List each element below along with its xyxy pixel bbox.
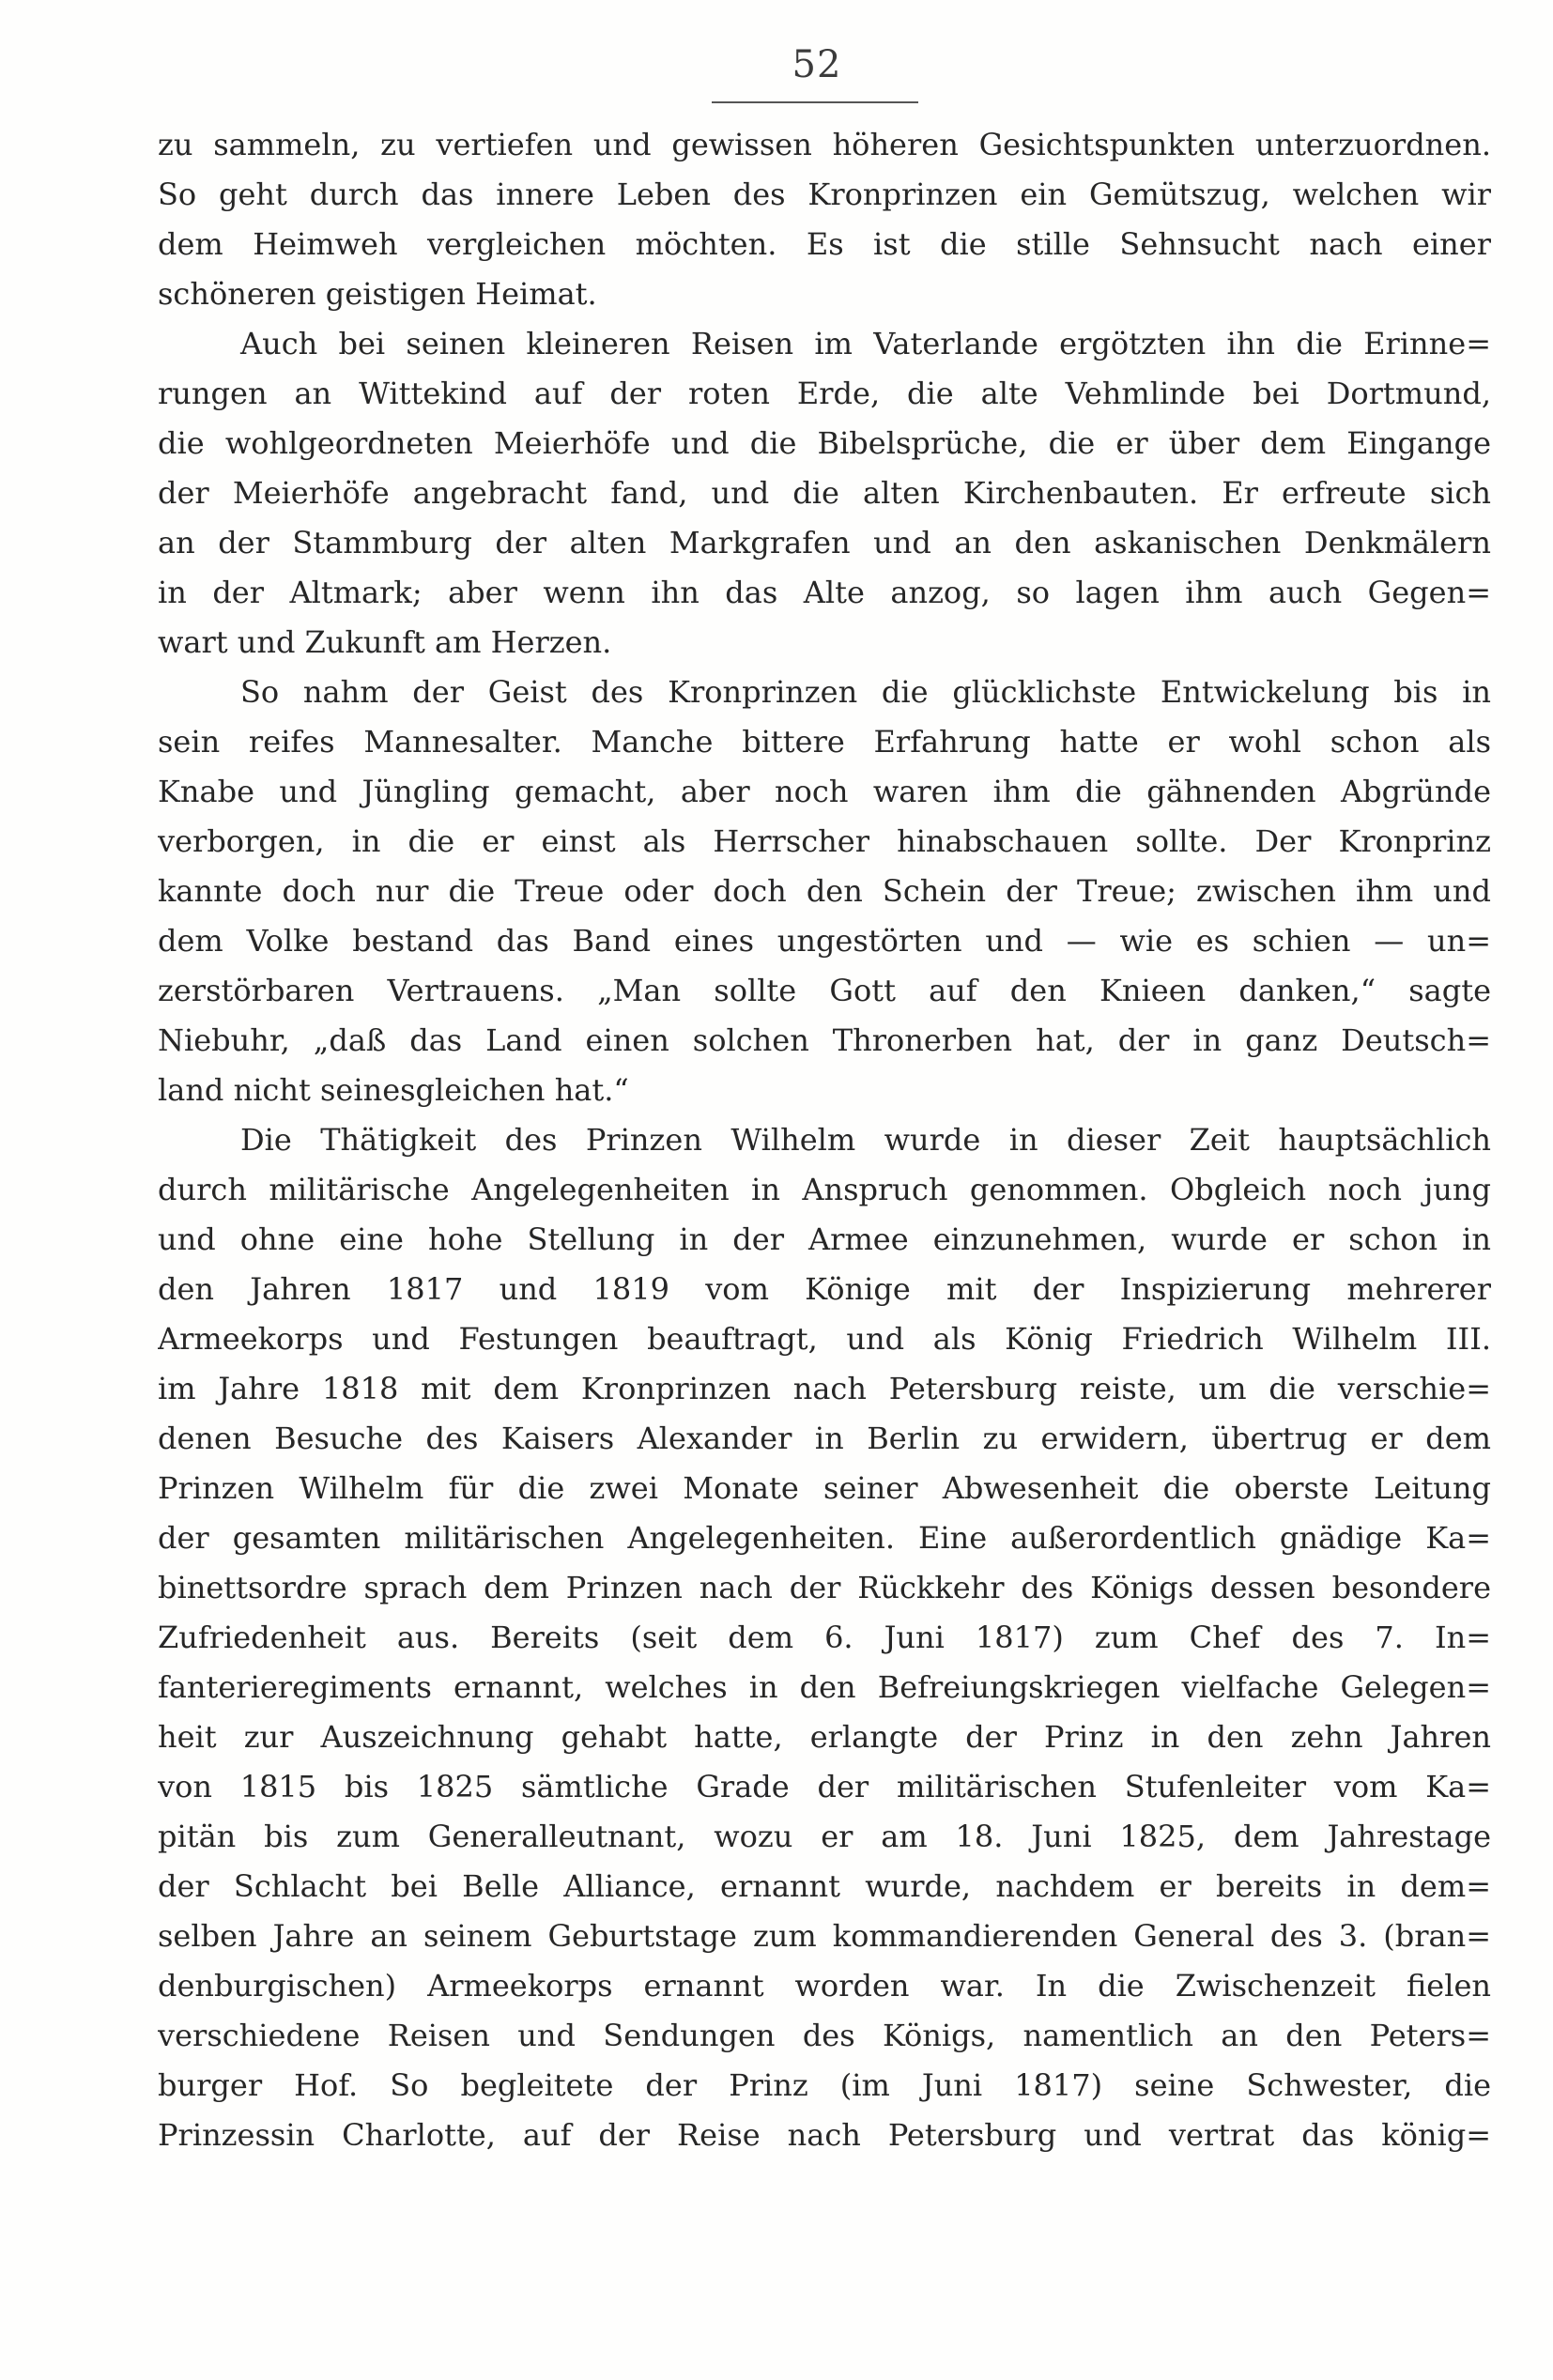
text-line: kannte doch nur die Treue oder doch den Schein der Treue; zwischen ihm und	[158, 873, 1491, 909]
text-line: binettsordre sprach dem Prinzen nach der Rückkehr des Königs dessen besondere	[158, 1570, 1491, 1605]
text-line: Armeekorps und Festungen beauftragt, und als König Friedrich Wilhelm III.	[158, 1321, 1491, 1357]
text-line: selben Jahre an seinem Geburtstage zum kommandierenden General des 3. (bran=	[158, 1918, 1491, 1954]
text-line: pitän bis zum Generalleutnant, wozu er am 18. Juni 1825, dem Jahrestage	[158, 1819, 1491, 1854]
text-line: der Schlacht bei Belle Alliance, ernannt wurde, nachdem er bereits in dem=	[158, 1868, 1491, 1904]
text-line: verschiedene Reisen und Sendungen des Königs, namentlich an den Peters=	[158, 2018, 1491, 2053]
text-line: Auch bei seinen kleineren Reisen im Vaterlande ergötzten ihn die Erinne=	[240, 326, 1491, 361]
text-line: von 1815 bis 1825 sämtliche Grade der militärischen Stufenleiter vom Ka=	[158, 1769, 1491, 1804]
page-number: 52	[792, 43, 842, 86]
text-line: den Jahren 1817 und 1819 vom Könige mit der Inspizierung mehrerer	[158, 1271, 1491, 1307]
text-line: Die Thätigkeit des Prinzen Wilhelm wurde in dieser Zeit hauptsächlich	[240, 1122, 1491, 1158]
text-line: dem Heimweh vergleichen möchten. Es ist die stille Sehnsucht nach einer	[158, 226, 1491, 262]
text-line: die wohlgeordneten Meierhöfe und die Bibelsprüche, die er über dem Eingange	[158, 425, 1491, 461]
page-number-rule	[712, 101, 918, 103]
text-line: denen Besuche des Kaisers Alexander in Berlin zu erwidern, übertrug er dem	[158, 1420, 1491, 1456]
text-line: wart und Zukunft am Herzen.	[158, 624, 612, 660]
text-line: land nicht seinesgleichen hat.“	[158, 1072, 629, 1108]
text-line: Prinzen Wilhelm für die zwei Monate seiner Abwesenheit die oberste Leitung	[158, 1470, 1491, 1506]
text-line: im Jahre 1818 mit dem Kronprinzen nach Petersburg reiste, um die verschie=	[158, 1371, 1491, 1406]
text-line: Niebuhr, „daß das Land einen solchen Thronerben hat, der in ganz Deutsch=	[158, 1022, 1491, 1058]
text-line: Knabe und Jüngling gemacht, aber noch waren ihm die gähnenden Abgründe	[158, 774, 1491, 809]
text-line: an der Stammburg der alten Markgrafen und an den askanischen Denkmälern	[158, 525, 1491, 560]
text-line: heit zur Auszeichnung gehabt hatte, erlangte der Prinz in den zehn Jahren	[158, 1719, 1491, 1755]
text-line: Zufriedenheit aus. Bereits (seit dem 6. Juni 1817) zum Chef des 7. In=	[158, 1620, 1491, 1655]
text-line: dem Volke bestand das Band eines ungestörten und — wie es schien — un=	[158, 923, 1491, 959]
text-line: verborgen, in die er einst als Herrscher hinabschauen sollte. Der Kronprinz	[158, 823, 1491, 859]
body-text	[158, 120, 1491, 2160]
text-line: zerstörbaren Vertrauens. „Man sollte Gott auf den Knieen danken,“ sagte	[158, 973, 1491, 1008]
text-line: durch militärische Angelegenheiten in Anspruch genommen. Obgleich noch jung	[158, 1172, 1491, 1207]
text-line: sein reifes Mannesalter. Manche bittere Erfahrung hatte er wohl schon als	[158, 724, 1491, 760]
text-line: rungen an Wittekind auf der roten Erde, die alte Vehmlinde bei Dortmund,	[158, 376, 1491, 411]
text-line: Prinzessin Charlotte, auf der Reise nach Petersburg und vertrat das könig=	[158, 2117, 1491, 2153]
text-line: in der Altmark; aber wenn ihn das Alte anzog, so lagen ihm auch Gegen=	[158, 575, 1491, 610]
text-line: schöneren geistigen Heimat.	[158, 276, 597, 312]
text-line: So geht durch das innere Leben des Kronprinzen ein Gemütszug, welchen wir	[158, 177, 1491, 212]
text-line: burger Hof. So begleitete der Prinz (im Juni 1817) seine Schwester, die	[158, 2067, 1491, 2103]
text-line: So nahm der Geist des Kronprinzen die glücklichste Entwickelung bis in	[240, 674, 1491, 710]
text-line: der gesamten militärischen Angelegenheiten. Eine außerordentlich gnädige Ka=	[158, 1520, 1491, 1556]
text-line: fanterieregiments ernannt, welches in den Befreiungskriegen vielfache Gelegen=	[158, 1669, 1491, 1705]
text-line: und ohne eine hohe Stellung in der Armee einzunehmen, wurde er schon in	[158, 1221, 1491, 1257]
text-line: der Meierhöfe angebracht fand, und die alten Kirchenbauten. Er erfreute sich	[158, 475, 1491, 511]
text-line: denburgischen) Armeekorps ernannt worden war. In die Zwischenzeit fielen	[158, 1968, 1491, 2004]
text-line: zu sammeln, zu vertiefen und gewissen höheren Gesichtspunkten unterzuordnen.	[158, 127, 1491, 162]
